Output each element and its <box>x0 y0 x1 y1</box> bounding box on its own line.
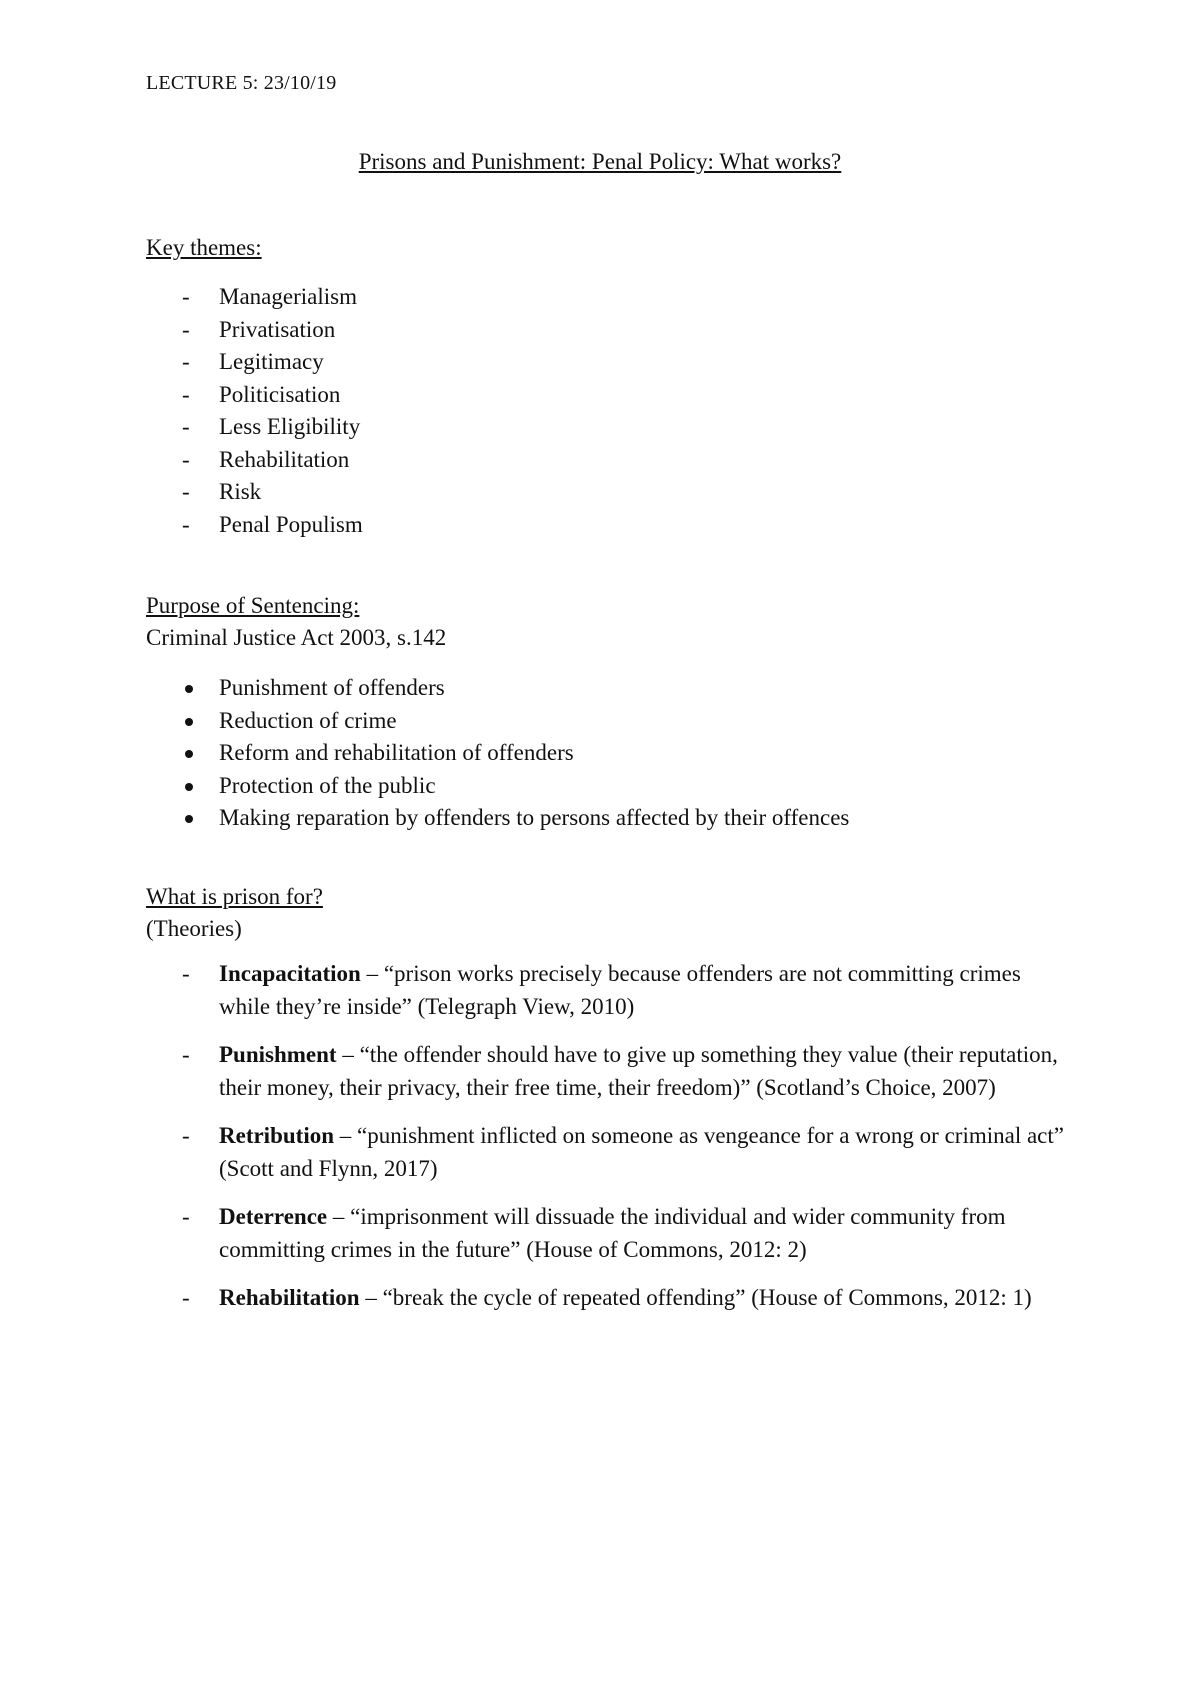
theory-text: – “prison works precisely because offenders are not committing crimes while they’re inside” (Telegraph View, 2010) <box>219 961 1021 1019</box>
list-item-text: Legitimacy <box>219 349 324 374</box>
list-item-text: Privatisation <box>219 316 336 342</box>
theory-body <box>219 1282 1069 1315</box>
theories-subheading: (Theories) <box>146 916 242 941</box>
dash-marker: - <box>182 349 190 374</box>
key-themes-heading: Key themes: <box>146 235 262 260</box>
dash-marker: - <box>182 1123 190 1148</box>
list-item-text: Reduction of crime <box>219 707 397 733</box>
theory-text: – “break the cycle of repeated offending” (House of Commons, 2012: 1) <box>359 1285 1032 1310</box>
list-item-text: Managerialism <box>219 284 357 309</box>
list-item-text: Making reparation by offenders to persons affected by their offences <box>219 805 850 830</box>
bullet-dot <box>185 685 193 693</box>
list-item-text: Less Eligibility <box>219 414 361 439</box>
sentencing-source: Criminal Justice Act 2003, s.142 <box>146 625 447 650</box>
sentencing-heading: Purpose of Sentencing: <box>146 593 360 618</box>
bullet-dot <box>185 718 193 726</box>
list-item-text: Reform and rehabilitation of offenders <box>219 740 574 765</box>
list-item-text: Politicisation <box>219 381 341 407</box>
theory-term: Deterrence <box>219 1204 328 1229</box>
theory-item <box>0 1201 1200 1266</box>
theory-text: – “punishment inflicted on someone as vengeance for a wrong or criminal act” (Scott and Flynn, 2017) <box>219 1123 1064 1181</box>
theory-body <box>219 1120 1069 1185</box>
theory-text: – “imprisonment will dissuade the individual and wider community from committing crimes in the future” (House of Commons, 2012: 2) <box>219 1204 1006 1262</box>
lecture-label: LECTURE 5: 23/10/19 <box>146 72 337 94</box>
dash-marker: - <box>182 1285 190 1310</box>
dash-marker: - <box>182 1042 190 1067</box>
list-item-text: Protection of the public <box>219 772 436 798</box>
dash-marker: - <box>182 316 190 342</box>
list-item-text: Risk <box>219 479 262 504</box>
theory-text: – “the offender should have to give up something they value (their reputation, their money, their privacy, their free time, their freedom)” (Scotland’s Choice, 2007) <box>219 1042 1058 1100</box>
theory-term: Incapacitation <box>219 961 361 986</box>
theory-item <box>0 1120 1200 1185</box>
theory-body <box>219 958 1069 1023</box>
theory-term: Rehabilitation <box>219 1285 360 1310</box>
theory-item <box>0 1039 1200 1104</box>
theory-item <box>0 958 1200 1023</box>
theories-list <box>0 958 1200 1331</box>
bullet-dot <box>185 750 193 758</box>
dash-marker: - <box>182 446 190 472</box>
prison-for-heading: What is prison for? <box>146 884 323 909</box>
list-item-text: Penal Populism <box>219 511 363 537</box>
bullet-dot <box>185 815 193 823</box>
theory-term: Retribution <box>219 1123 334 1148</box>
list-item-text: Rehabilitation <box>219 446 350 472</box>
dash-marker: - <box>182 414 190 439</box>
dash-marker: - <box>182 381 190 407</box>
page-title: Prisons and Punishment: Penal Policy: What works? <box>358 149 842 174</box>
theory-body <box>219 1039 1069 1104</box>
dash-marker: - <box>182 284 190 309</box>
bullet-dot <box>185 783 193 791</box>
theory-body <box>219 1201 1069 1266</box>
theory-term: Punishment <box>219 1042 337 1067</box>
list-item-text: Punishment of offenders <box>219 675 445 700</box>
dash-marker: - <box>182 511 190 537</box>
dash-marker: - <box>182 1204 190 1229</box>
theory-item <box>0 1282 1200 1315</box>
dash-marker: - <box>182 961 190 986</box>
dash-marker: - <box>182 479 190 504</box>
